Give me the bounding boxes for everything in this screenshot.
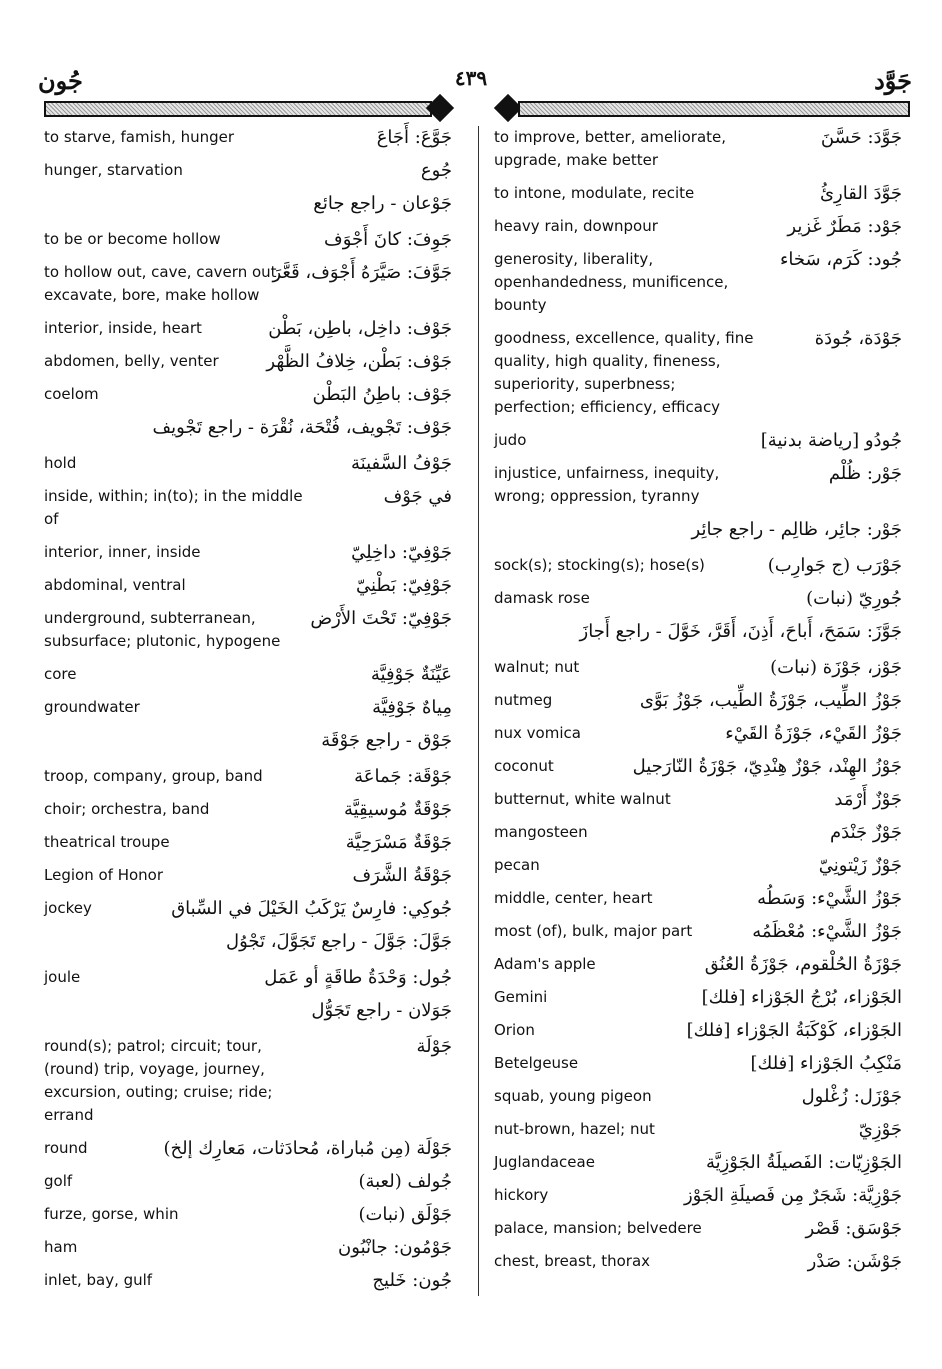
dictionary-entry	[44, 416, 454, 442]
dictionary-entry	[44, 765, 454, 788]
dictionary-entry	[44, 663, 454, 686]
english-definition: butternut, white walnut	[494, 790, 671, 808]
dictionary-entry	[44, 696, 454, 719]
arabic-headword: جَوْفِيّ: داخِلِيّ	[351, 542, 452, 563]
arabic-headword: جَوِفَ: كانَ أَجْوَف	[324, 229, 452, 250]
dictionary-entry	[44, 864, 454, 887]
dictionary-entry	[494, 126, 904, 172]
english-definition: nux vomica	[494, 724, 581, 742]
english-definition: interior, inside, heart	[44, 319, 202, 337]
arabic-headword: جَوْقَةٌ مَسْرَحِيَّة	[345, 832, 452, 853]
right-column	[494, 126, 904, 1283]
english-definition: abdomen, belly, venter	[44, 352, 219, 370]
dictionary-entry	[494, 1052, 904, 1075]
dictionary-entry	[44, 1236, 454, 1259]
dictionary-entry	[44, 1203, 454, 1226]
dictionary-entry	[494, 462, 904, 508]
dictionary-entry	[494, 327, 904, 419]
arabic-headword: جَوْرَب (ج جَوارِب)	[767, 555, 902, 576]
english-definition: nut-brown, hazel; nut	[494, 1120, 655, 1138]
dictionary-entry	[44, 1035, 454, 1127]
arabic-headword: جَوْر: ظُلْم	[828, 463, 902, 484]
dictionary-entry	[44, 317, 454, 340]
arabic-headword: في جَوْف	[383, 486, 452, 507]
dictionary-entry	[494, 755, 904, 778]
arabic-headword: جَوْزُ الشَّيْء: وَسَطُه	[757, 888, 902, 909]
arabic-headword: جَوْفِيّ: بَطْنِيّ	[355, 575, 452, 596]
arabic-headword: جَوَّعَ: أَجَاعَ	[376, 127, 452, 148]
arabic-headword: جَوْر: جائِر، ظالِم - راجع جائِر	[691, 519, 902, 540]
english-definition: Adam's apple	[494, 955, 596, 973]
dictionary-entry	[44, 541, 454, 564]
diamond-ornament-left	[426, 94, 454, 122]
english-definition: troop, company, group, band	[44, 767, 263, 785]
english-definition: injustice, unfairness, inequity, wrong; oppression, tyranny	[494, 464, 720, 505]
english-definition: Legion of Honor	[44, 866, 163, 884]
dictionary-entry	[494, 854, 904, 877]
dictionary-entry	[44, 897, 454, 920]
dictionary-entry	[494, 1019, 904, 1042]
english-definition: to improve, better, ameliorate, upgrade, make better	[494, 128, 727, 169]
arabic-headword: جَوْفُ السَّفينَة	[351, 453, 452, 474]
arabic-headword: جُودُو [رياضة بدنية]	[760, 430, 902, 451]
english-definition: round(s); patrol; circuit; tour, (round) trip, voyage, journey, excursion, outing; cruise; ride; errand	[44, 1037, 273, 1124]
arabic-headword: جُولف (لعبة)	[358, 1171, 452, 1192]
english-definition: Gemini	[494, 988, 548, 1006]
arabic-headword: جَوَلان - راجع تَجَوُّل	[311, 1000, 452, 1021]
english-definition: walnut; nut	[494, 658, 580, 676]
arabic-headword: جَوْدَة، جُودَة	[814, 328, 902, 349]
english-definition: core	[44, 665, 77, 683]
arabic-headword: عَيِّنَةٌ جَوْفِيَّة	[370, 664, 452, 685]
dictionary-entry	[494, 215, 904, 238]
english-definition: groundwater	[44, 698, 140, 716]
arabic-headword: جَوَّلَ: جَوَّلَ - راجع تَجَوَّلَ، تَجْوُل	[226, 931, 452, 952]
arabic-headword: مَنْكِبُ الجَوْزاء [فلك]	[750, 1053, 902, 1074]
dictionary-entry	[494, 554, 904, 577]
dictionary-entry	[44, 485, 454, 531]
dictionary-entry	[44, 350, 454, 373]
english-definition: round	[44, 1139, 88, 1157]
arabic-headword: جُود: كَرَم، سَخاء	[779, 249, 902, 270]
dictionary-entry	[494, 1118, 904, 1141]
left-running-headword: جُون	[38, 66, 83, 95]
dictionary-entry	[44, 159, 454, 182]
arabic-headword: جَوْشَن: صَدْر	[807, 1251, 902, 1272]
dictionary-entry	[44, 1137, 454, 1160]
arabic-headword: جُورِيّ (نبات)	[806, 588, 902, 609]
english-definition: hold	[44, 454, 77, 472]
english-definition: to be or become hollow	[44, 230, 221, 248]
column-divider	[478, 126, 479, 1296]
dictionary-entry	[494, 887, 904, 910]
dictionary-entry	[494, 656, 904, 679]
english-definition: goodness, excellence, quality, fine quality, high quality, fineness, superiority, superbness; perfection; efficiency, efficacy	[494, 329, 754, 416]
dictionary-entry	[44, 452, 454, 475]
arabic-headword: مِياهٌ جَوْفِيَّة	[372, 697, 452, 718]
dictionary-entry	[44, 999, 454, 1025]
english-definition: to intone, modulate, recite	[494, 184, 695, 202]
arabic-headword: جَوْسَق: قَصْر	[805, 1218, 902, 1239]
arabic-headword: جَوْزُ الشَّيْء: مُعْظَمُه	[752, 921, 902, 942]
arabic-headword: جُون: خَليج	[372, 1270, 452, 1291]
header-rule-left	[44, 101, 432, 117]
arabic-headword: جَوْزُ الهِنْد، جَوْزٌ هِنْدِيّ، جَوْزَةُ النّارَجيل	[632, 756, 902, 777]
english-definition: Juglandaceae	[494, 1153, 595, 1171]
arabic-headword: جَوْف: تَجْويف، فُتْحَة، نُقْرَة - راجع تَجْويف	[152, 417, 452, 438]
english-definition: golf	[44, 1172, 73, 1190]
english-definition: jockey	[44, 899, 92, 917]
english-definition: damask rose	[494, 589, 590, 607]
dictionary-entry	[494, 518, 904, 544]
dictionary-entry	[44, 228, 454, 251]
right-running-headword: جَوَّد	[874, 66, 912, 95]
english-definition: mangosteen	[494, 823, 588, 841]
arabic-headword: جَوْزٌ زَيْتونِيّ	[818, 855, 902, 876]
dictionary-entry	[494, 953, 904, 976]
arabic-headword: جَوْزُ القَيْء، جَوْزَةُ القَيْء	[725, 723, 902, 744]
arabic-headword: جَوْزِيَّة: شَجَرٌ مِن فَصيلَةِ الجَوْز	[683, 1185, 902, 1206]
english-definition: heavy rain, downpour	[494, 217, 658, 235]
english-definition: to hollow out, cave, cavern out, excavate, bore, make hollow	[44, 263, 282, 304]
arabic-headword: جَوْزٌ أَرْمَد	[834, 789, 902, 810]
arabic-headword: جَوْزُ الطِّيب، جَوْزَةُ الطِّيب، جَوْزُ بَوَّى	[639, 690, 902, 711]
dictionary-entry	[494, 182, 904, 205]
dictionary-entry	[494, 821, 904, 844]
arabic-headword: جَوْف: بَطْن، خِلافُ الظَّهْر	[266, 351, 452, 372]
dictionary-entry	[44, 1269, 454, 1292]
arabic-headword: جَوْفِيّ: تَحْتَ الأَرْض	[310, 608, 452, 629]
dictionary-entry	[494, 620, 904, 646]
dictionary-entry	[44, 607, 454, 653]
english-definition: coconut	[494, 757, 554, 775]
arabic-headword: جُوع	[420, 160, 452, 181]
arabic-headword: جَوْلَة (مِن مُباراة، مُحادَثات، مَعارِك إلخ)	[163, 1138, 452, 1159]
arabic-headword: جَوَّدَ: حَسَّنَ	[820, 127, 902, 148]
arabic-headword: جُوكِي: فارِسٌ يَرْكَبُ الخَيْلَ في السِّباق	[171, 898, 452, 919]
dictionary-entry	[494, 587, 904, 610]
dictionary-entry	[494, 986, 904, 1009]
arabic-headword: الجَوْزاء، بُرْجُ الجَوْزاء [فلك]	[701, 987, 902, 1008]
dictionary-entry	[44, 383, 454, 406]
dictionary-entry	[494, 248, 904, 317]
english-definition: choir; orchestra, band	[44, 800, 210, 818]
english-definition: abdominal, ventral	[44, 576, 186, 594]
dictionary-entry	[44, 798, 454, 821]
arabic-headword: جَوْلَق (نبات)	[358, 1204, 452, 1225]
english-definition: Betelgeuse	[494, 1054, 579, 1072]
english-definition: most (of), bulk, major part	[494, 922, 693, 940]
arabic-headword: جَوَّزَ: سَمَحَ، أَباحَ، أَذِنَ، أَقَرَّ، خَوَّلَ - راجع أَجازَ	[579, 621, 902, 642]
arabic-headword: جَوْزَل: زُغْلول	[801, 1086, 902, 1107]
english-definition: judo	[494, 431, 527, 449]
dictionary-entry	[494, 788, 904, 811]
english-definition: underground, subterranean, subsurface; plutonic, hypogene	[44, 609, 281, 650]
english-definition: hickory	[494, 1186, 549, 1204]
arabic-headword: جَوْد: مَطَرٌ غَزير	[787, 216, 902, 237]
arabic-headword: جَوْف: باطِنُ البَطْن	[312, 384, 452, 405]
arabic-headword: جَوْقَةُ الشَّرَف	[352, 865, 452, 886]
dictionary-entry	[494, 920, 904, 943]
arabic-headword: جَوْزٌ جَنْدَم	[830, 822, 902, 843]
english-definition: middle, center, heart	[494, 889, 653, 907]
english-definition: inlet, bay, gulf	[44, 1271, 153, 1289]
english-definition: joule	[44, 968, 81, 986]
english-definition: squab, young pigeon	[494, 1087, 652, 1105]
english-definition: furze, gorse, whin	[44, 1205, 179, 1223]
arabic-headword: جَوْعان - راجع جائع	[313, 193, 452, 214]
arabic-headword: جَوْف: داخِل، باطِن، بَطْن	[268, 318, 452, 339]
arabic-headword: جَوَّدَ القارِئُ	[819, 183, 902, 204]
english-definition: nutmeg	[494, 691, 553, 709]
page-number: ٤٣٩	[454, 66, 488, 90]
arabic-headword: جَوَّفَ: صَيَّرَهُ أَجْوَف، قَعَّرَ	[272, 262, 452, 283]
arabic-headword: جَوْزِيّ	[858, 1119, 902, 1140]
dictionary-entry	[44, 192, 454, 218]
dictionary-entry	[44, 729, 454, 755]
arabic-headword: جَوْلَة	[416, 1036, 452, 1057]
english-definition: coelom	[44, 385, 99, 403]
dictionary-entry	[44, 831, 454, 854]
dictionary-entry	[494, 429, 904, 452]
english-definition: palace, mansion; belvedere	[494, 1219, 702, 1237]
dictionary-entry	[494, 1151, 904, 1174]
left-column	[44, 126, 454, 1302]
english-definition: hunger, starvation	[44, 161, 183, 179]
english-definition: to starve, famish, hunger	[44, 128, 235, 146]
english-definition: interior, inner, inside	[44, 543, 201, 561]
arabic-headword: الجَوْزاء، كَوْكَبَةُ الجَوْزاء [فلك]	[686, 1020, 902, 1041]
english-definition: ham	[44, 1238, 78, 1256]
dictionary-entry	[44, 261, 454, 307]
english-definition: chest, breast, thorax	[494, 1252, 651, 1270]
dictionary-entry	[494, 1184, 904, 1207]
arabic-headword: جَوْمُون: جانْبُون	[338, 1237, 452, 1258]
dictionary-entry	[44, 1170, 454, 1193]
arabic-headword: جَوْز، جَوْزَة (نبات)	[770, 657, 902, 678]
dictionary-entry	[494, 1085, 904, 1108]
dictionary-entry	[494, 1250, 904, 1273]
dictionary-entry	[494, 1217, 904, 1240]
arabic-headword: جَوْقَةٌ مُوسيقِيَّة	[343, 799, 452, 820]
dictionary-entry	[494, 689, 904, 712]
english-definition: theatrical troupe	[44, 833, 170, 851]
arabic-headword: جَوْقَة: جَماعَة	[354, 766, 452, 787]
arabic-headword: جَوْق - راجع جَوْقَة	[321, 730, 452, 751]
english-definition: pecan	[494, 856, 540, 874]
arabic-headword: جُول: وَحْدَةُ طاقَةٍ أو عَمَل	[264, 967, 452, 988]
english-definition: Orion	[494, 1021, 535, 1039]
dictionary-entry	[44, 930, 454, 956]
english-definition: inside, within; in(to); in the middle of	[44, 487, 303, 528]
arabic-headword: الجَوْزِيّات: الفَصيلَةُ الجَوْزِيَّة	[705, 1152, 902, 1173]
english-definition: generosity, liberality, openhandedness, munificence, bounty	[494, 250, 729, 314]
header-rule-right	[518, 101, 910, 117]
arabic-headword: جَوْزَةُ الحُلْقوم، جَوْزَةُ العُنُق	[704, 954, 902, 975]
dictionary-entry	[44, 574, 454, 597]
dictionary-entry	[44, 966, 454, 989]
dictionary-entry	[494, 722, 904, 745]
english-definition: sock(s); stocking(s); hose(s)	[494, 556, 705, 574]
dictionary-entry	[44, 126, 454, 149]
